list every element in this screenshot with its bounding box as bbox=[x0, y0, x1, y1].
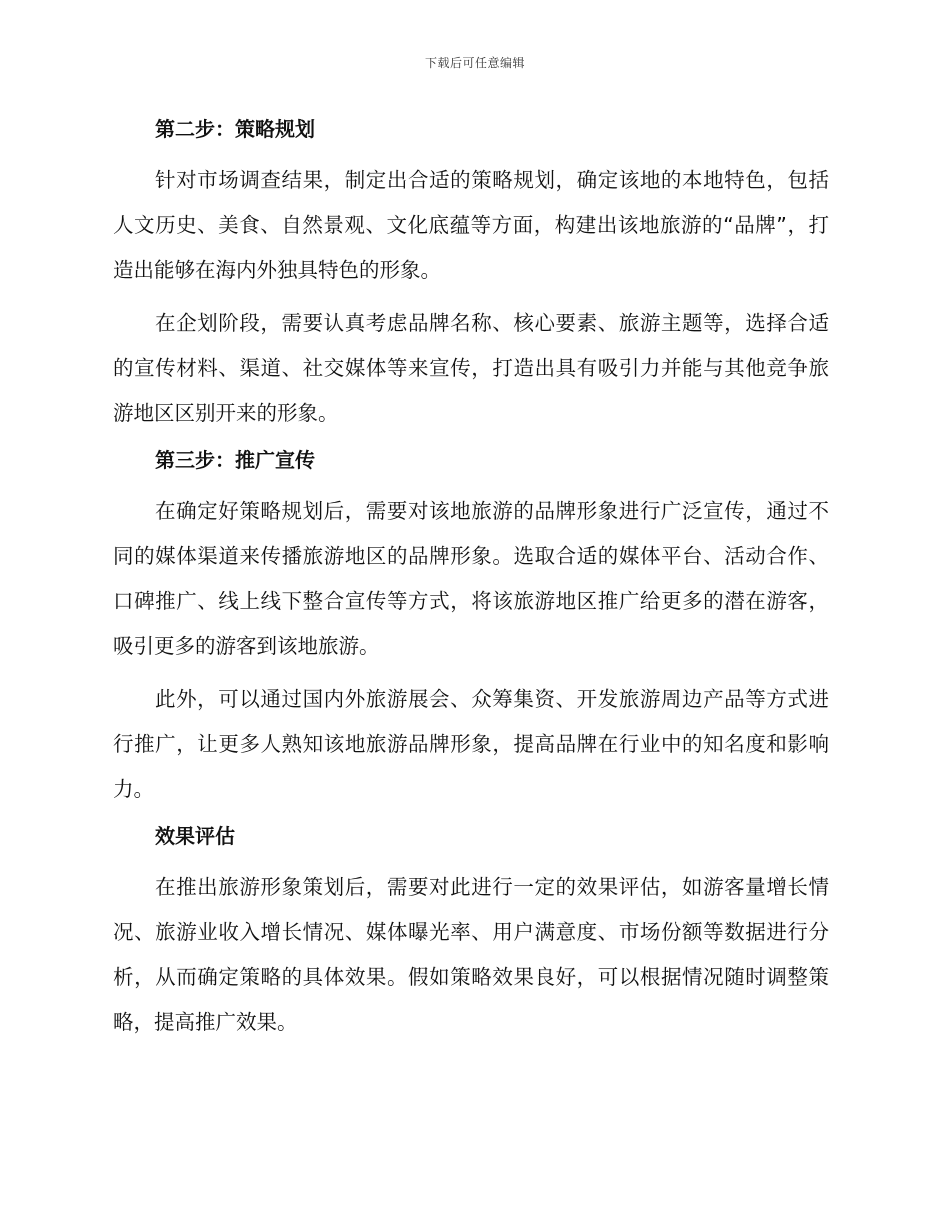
paragraph: 此外，可以通过国内外旅游展会、众筹集资、开发旅游周边产品等方式进行推广，让更多人熟知该地旅游品牌形象，提高品牌在行业中的知名度和影响力。 bbox=[113, 687, 829, 801]
paragraph: 在推出旅游形象策划后，需要对此进行一定的效果评估，如游客量增长情况、旅游业收入增长情况、媒体曝光率、用户满意度、市场份额等数据进行分析，从而确定策略的具体效果。假如策略效果良好，可以根据情况随时调整策略，提高推广效果。 bbox=[113, 875, 829, 1034]
header-note: 下载后可任意编辑 bbox=[424, 56, 525, 70]
document-body bbox=[113, 113, 829, 1053]
section-heading-strategy: 第二步：策略规划 bbox=[155, 117, 315, 141]
paragraph: 针对市场调查结果，制定出合适的策略规划，确定该地的本地特色，包括人文历史、美食、自然景观、文化底蕴等方面，构建出该地旅游的“品牌”，打造出能够在海内外独具特色的形象。 bbox=[113, 168, 829, 282]
paragraph: 在确定好策略规划后，需要对该地旅游的品牌形象进行广泛宣传，通过不同的媒体渠道来传播旅游地区的品牌形象。选取合适的媒体平台、活动合作、口碑推广、线上线下整合宣传等方式，将该旅游地区推广给更多的潜在游客，吸引更多的游客到该地旅游。 bbox=[113, 499, 829, 658]
section-heading-promotion: 第三步：推广宣传 bbox=[155, 448, 315, 472]
paragraph: 在企划阶段，需要认真考虑品牌名称、核心要素、旅游主题等，选择合适的宣传材料、渠道、社交媒体等来宣传，打造出具有吸引力并能与其他竞争旅游地区区别开来的形象。 bbox=[113, 311, 829, 425]
section-heading-evaluation: 效果评估 bbox=[155, 824, 235, 848]
